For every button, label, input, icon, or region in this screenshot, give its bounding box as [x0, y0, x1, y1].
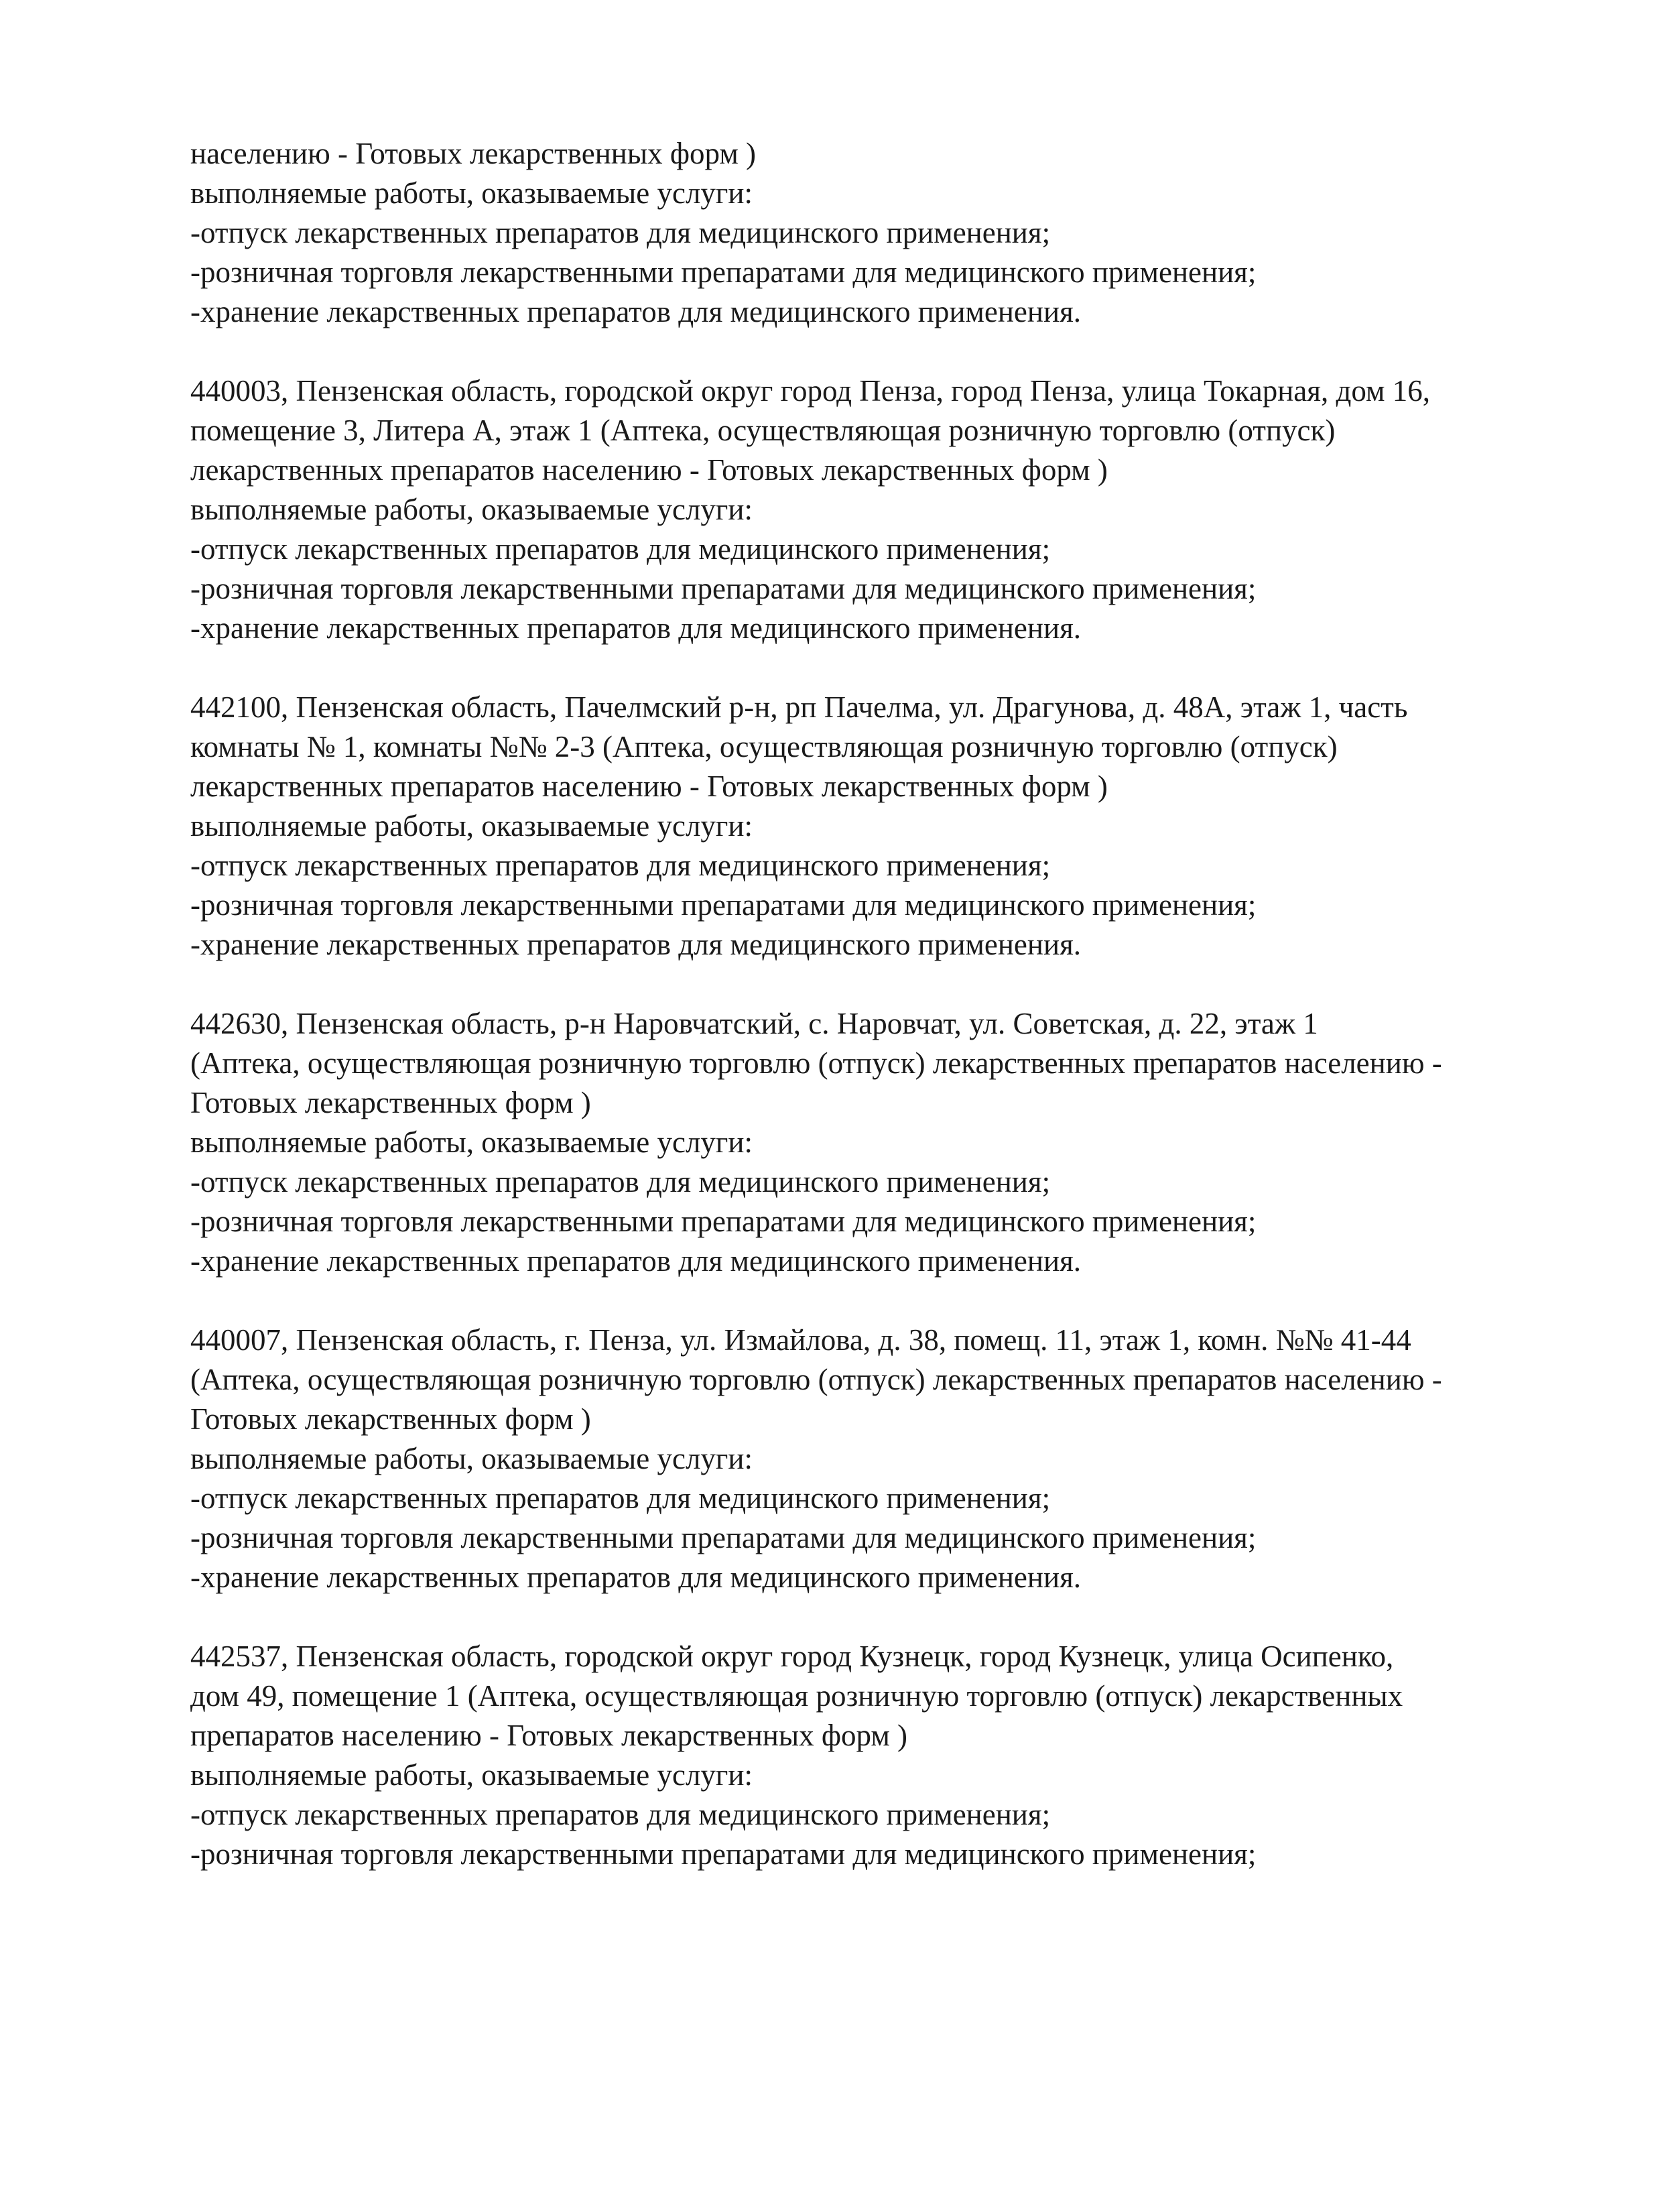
text-line: Готовых лекарственных форм ): [190, 1402, 591, 1436]
text-line: препаратов населению - Готовых лекарственных форм ): [190, 1719, 908, 1752]
text-line: -отпуск лекарственных препаратов для медицинского применения;: [190, 216, 1051, 249]
paragraph-continuation: [190, 134, 1571, 332]
text-line: дом 49, помещение 1 (Аптека, осуществляющая розничную торговлю (отпуск) лекарственных: [190, 1679, 1403, 1713]
text-line: 440003, Пензенская область, городской округ город Пенза, город Пенза, улица Токарная, дом 16,: [190, 374, 1430, 408]
text-line: -отпуск лекарственных препаратов для медицинского применения;: [190, 1481, 1051, 1515]
text-line: -отпуск лекарственных препаратов для медицинского применения;: [190, 849, 1051, 882]
text-line: -отпуск лекарственных препаратов для медицинского применения;: [190, 532, 1051, 566]
text-line: 442100, Пензенская область, Пачелмский р-н, рп Пачелма, ул. Драгунова, д. 48А, этаж 1, часть: [190, 690, 1408, 724]
address-paragraph: [190, 1637, 1571, 1874]
text-line: -отпуск лекарственных препаратов для медицинского применения;: [190, 1798, 1051, 1831]
text-line: выполняемые работы, оказываемые услуги:: [190, 176, 753, 210]
text-line: -хранение лекарственных препаратов для медицинского применения.: [190, 1244, 1082, 1278]
text-line: населению - Готовых лекарственных форм ): [190, 137, 757, 170]
text-line: Готовых лекарственных форм ): [190, 1086, 591, 1119]
text-line: комнаты № 1, комнаты №№ 2-3 (Аптека, осуществляющая розничную торговлю (отпуск): [190, 730, 1338, 763]
text-line: -розничная торговля лекарственными препаратами для медицинского применения;: [190, 255, 1257, 289]
text-line: -хранение лекарственных препаратов для медицинского применения.: [190, 611, 1082, 645]
text-line: 440007, Пензенская область, г. Пенза, ул. Измайлова, д. 38, помещ. 11, этаж 1, комн. №№ 41-44: [190, 1323, 1411, 1357]
text-line: 442630, Пензенская область, р-н Наровчатский, с. Наровчат, ул. Советская, д. 22, этаж 1: [190, 1007, 1318, 1040]
address-paragraph: [190, 371, 1571, 648]
text-line: -хранение лекарственных препаратов для медицинского применения.: [190, 295, 1082, 328]
text-line: 442537, Пензенская область, городской округ город Кузнецк, город Кузнецк, улица Осипенко,: [190, 1640, 1394, 1673]
text-line: -розничная торговля лекарственными препаратами для медицинского применения;: [190, 1521, 1257, 1554]
text-line: выполняемые работы, оказываемые услуги:: [190, 1442, 753, 1475]
text-line: -отпуск лекарственных препаратов для медицинского применения;: [190, 1165, 1051, 1199]
text-line: -розничная торговля лекарственными препаратами для медицинского применения;: [190, 888, 1257, 922]
address-paragraph: [190, 688, 1571, 965]
document-body: [190, 134, 1571, 1914]
text-line: (Аптека, осуществляющая розничную торговлю (отпуск) лекарственных препаратов населению -: [190, 1363, 1442, 1396]
text-line: -розничная торговля лекарственными препаратами для медицинского применения;: [190, 1205, 1257, 1238]
text-line: лекарственных препаратов населению - Готовых лекарственных форм ): [190, 770, 1108, 803]
text-line: (Аптека, осуществляющая розничную торговлю (отпуск) лекарственных препаратов населению -: [190, 1046, 1442, 1080]
text-line: помещение 3, Литера А, этаж 1 (Аптека, осуществляющая розничную торговлю (отпуск): [190, 414, 1336, 447]
address-paragraph: [190, 1320, 1571, 1597]
text-line: выполняемые работы, оказываемые услуги:: [190, 1758, 753, 1792]
text-line: -розничная торговля лекарственными препаратами для медицинского применения;: [190, 572, 1257, 605]
text-line: -розничная торговля лекарственными препаратами для медицинского применения;: [190, 1837, 1257, 1871]
text-line: -хранение лекарственных препаратов для медицинского применения.: [190, 1560, 1082, 1594]
text-line: лекарственных препаратов населению - Готовых лекарственных форм ): [190, 453, 1108, 487]
text-line: -хранение лекарственных препаратов для медицинского применения.: [190, 928, 1082, 961]
address-paragraph: [190, 1004, 1571, 1281]
text-line: выполняемые работы, оказываемые услуги:: [190, 493, 753, 526]
text-line: выполняемые работы, оказываемые услуги:: [190, 809, 753, 843]
text-line: выполняемые работы, оказываемые услуги:: [190, 1125, 753, 1159]
